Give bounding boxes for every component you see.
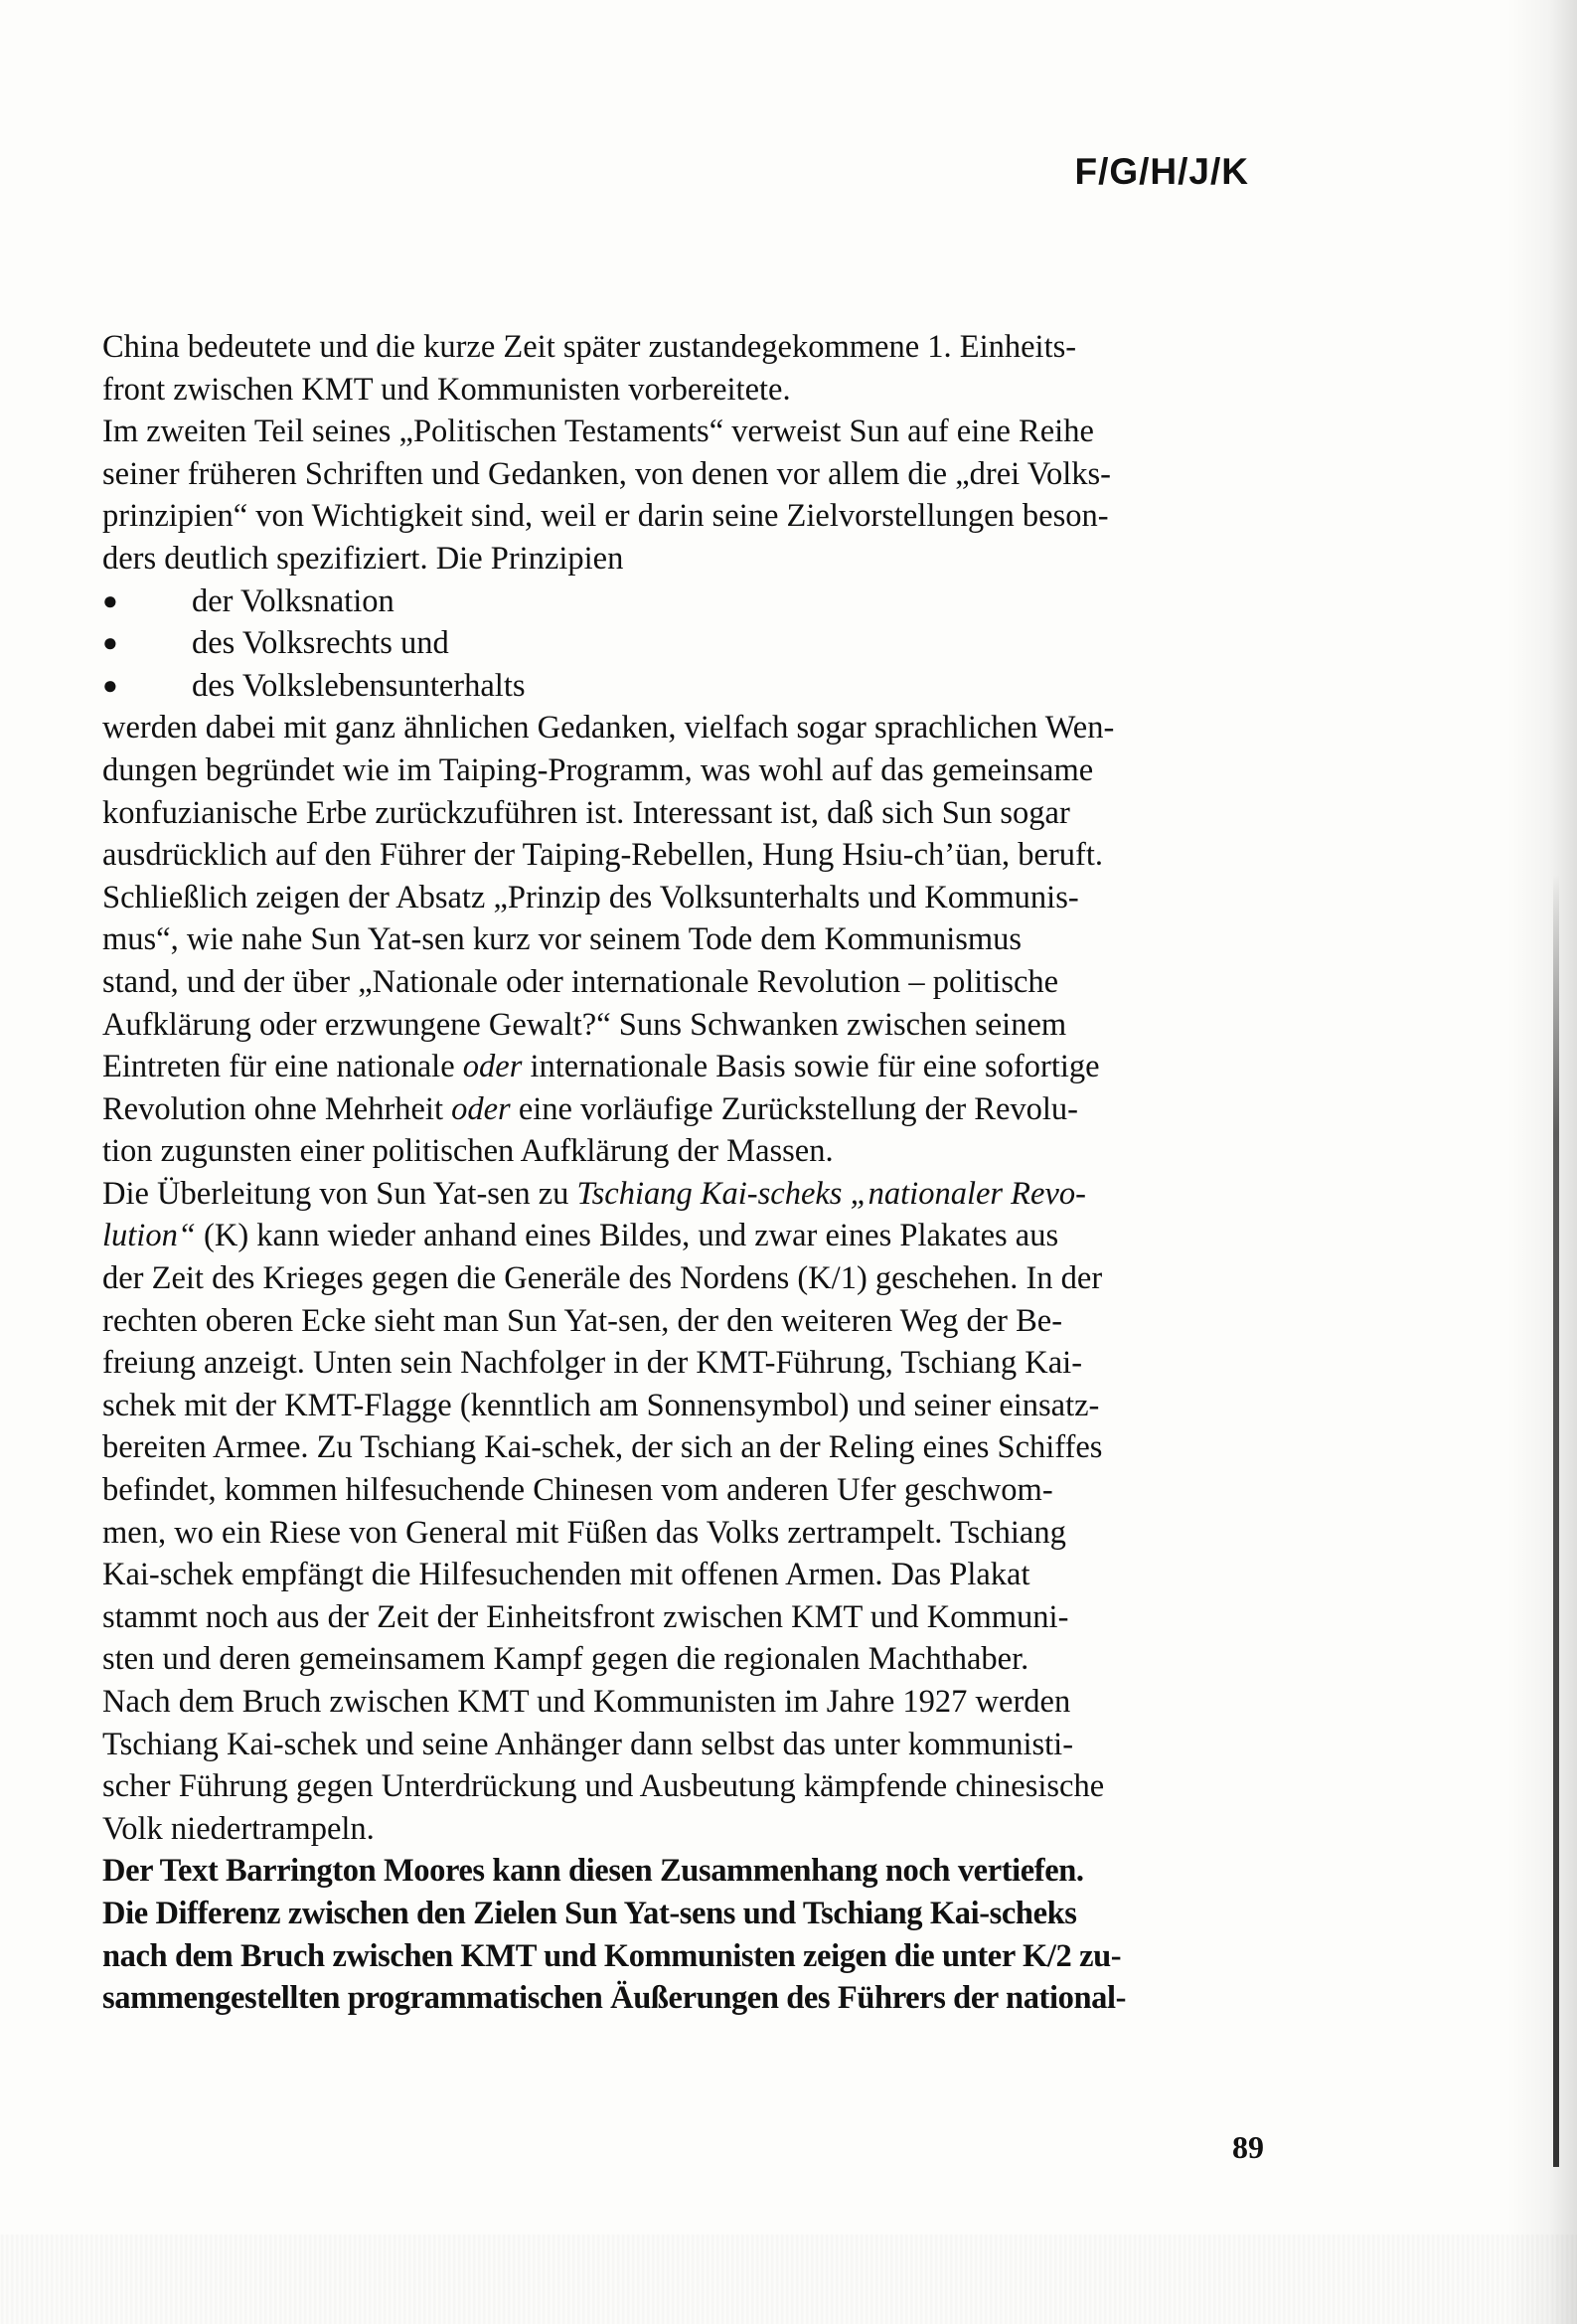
- text-line: mus“, wie nahe Sun Yat-sen kurz vor seinem Tode dem Kommunismus: [102, 921, 1023, 958]
- text-line: ders deutlich spezifiziert. Die Prinzipien: [102, 540, 624, 577]
- scan-bottom-noise: [0, 2235, 1577, 2324]
- text-line: befindet, kommen hilfesuchende Chinesen vom anderen Ufer geschwom-: [102, 1472, 1053, 1509]
- text-line: werden dabei mit ganz ähnlichen Gedanken, vielfach sogar sprachlichen Wen-: [102, 710, 1115, 747]
- text-line: nach dem Bruch zwischen KMT und Kommunisten zeigen die unter K/2 zu-: [102, 1937, 1122, 1974]
- text-line: [102, 1046, 1295, 1088]
- emphasis-oder: oder: [462, 1049, 523, 1085]
- text-line: freiung anzeigt. Unten sein Nachfolger in der KMT-Führung, Tschiang Kai-: [102, 1345, 1083, 1382]
- text-line: Aufklärung oder erzwungene Gewalt?“ Suns Schwanken zwischen seinem: [102, 1006, 1067, 1043]
- text-line: Schließlich zeigen der Absatz „Prinzip des Volksunterhalts und Kommunis-: [102, 879, 1079, 915]
- text-line: seiner früheren Schriften und Gedanken, von denen vor allem die „drei Volks-: [102, 455, 1112, 492]
- emphasis-oder: oder: [451, 1090, 511, 1127]
- text-line: sammengestellten programmatischen Äußerungen des Führers der national-: [102, 1980, 1127, 2017]
- text-line: ausdrücklich auf den Führer der Taiping-Rebellen, Hung Hsiu-ch’üan, beruft.: [102, 837, 1104, 874]
- bullet-label: des Volkslebensunterhalts: [192, 667, 526, 704]
- scan-edge-shadow: [1507, 0, 1577, 2324]
- bold-paragraph: [102, 1850, 1295, 2019]
- text-line: schek mit der KMT-Flagge (kenntlich am Sonnensymbol) und seiner einsatz-: [102, 1387, 1100, 1423]
- bullet-item-volksnation: [102, 581, 1295, 623]
- text-line: der Zeit des Krieges gegen die Generäle des Nordens (K/1) geschehen. In der: [102, 1260, 1103, 1297]
- text-line: Die Differenz zwischen den Zielen Sun Yat-sens und Tschiang Kai-scheks: [102, 1895, 1077, 1931]
- text-line: konfuzianische Erbe zurückzuführen ist. Interessant ist, daß sich Sun sogar: [102, 794, 1070, 831]
- text-line: stand, und der über „Nationale oder internationale Revolution – politische: [102, 963, 1059, 1000]
- text-line: prinzipien“ von Wichtigkeit sind, weil er darin seine Zielvorstellungen beson-: [102, 498, 1109, 535]
- scan-edge-mark: [1553, 875, 1559, 2167]
- emphasis-title: lution“: [102, 1218, 196, 1254]
- text-line: scher Führung gegen Unterdrückung und Ausbeutung kämpfende chinesische: [102, 1768, 1105, 1805]
- text-fragment: Revolution ohne Mehrheit: [102, 1090, 452, 1127]
- bullet-label: des Volksrechts und: [192, 625, 449, 662]
- text-line: Kai-schek empfängt die Hilfesuchenden mit offenen Armen. Das Plakat: [102, 1557, 1030, 1593]
- text-line: men, wo ein Riese von General mit Füßen das Volks zertrampelt. Tschiang: [102, 1514, 1066, 1551]
- text-line: front zwischen KMT und Kommunisten vorbereitete.: [102, 371, 791, 408]
- text-line: tion zugunsten einer politischen Aufklärung der Massen.: [102, 1133, 834, 1170]
- text-line: Tschiang Kai-schek und seine Anhänger dann selbst das unter kommunisti-: [102, 1726, 1074, 1762]
- text-fragment: eine vorläufige Zurückstellung der Revolu-: [510, 1090, 1078, 1127]
- emphasis-title: Tschiang Kai-scheks „nationaler Revo-: [576, 1175, 1086, 1212]
- text-fragment: Eintreten für eine nationale: [102, 1049, 463, 1085]
- text-line: [102, 1215, 1295, 1257]
- text-line: Nach dem Bruch zwischen KMT und Kommunisten im Jahre 1927 werden: [102, 1684, 1071, 1720]
- text-line: Volk niedertrampeln.: [102, 1810, 375, 1847]
- section-code-header: F/G/H/J/K: [1074, 151, 1249, 192]
- text-line: Der Text Barrington Moores kann diesen Zusammenhang noch vertiefen.: [102, 1853, 1084, 1890]
- text-line: bereiten Armee. Zu Tschiang Kai-schek, der sich an der Reling eines Schiffes: [102, 1429, 1103, 1466]
- bullet-icon: ●: [102, 670, 118, 700]
- bullet-item-volksrecht: [102, 622, 1295, 665]
- bullet-icon: ●: [102, 628, 118, 658]
- text-line: Im zweiten Teil seines „Politischen Testaments“ verweist Sun auf eine Reihe: [102, 414, 1094, 450]
- text-line: [102, 1088, 1295, 1131]
- page-number: 89: [1232, 2129, 1264, 2165]
- text-line: stammt noch aus der Zeit der Einheitsfront zwischen KMT und Kommuni-: [102, 1598, 1069, 1635]
- bullet-item-volkslebensunterhalt: [102, 665, 1295, 708]
- text-line: dungen begründet wie im Taiping-Programm, was wohl auf das gemeinsame: [102, 751, 1094, 788]
- text-fragment: (K) kann wieder anhand eines Bildes, und zwar eines Plakates aus: [195, 1218, 1059, 1254]
- text-fragment: Die Überleitung von Sun Yat-sen zu: [102, 1175, 577, 1212]
- text-line: [102, 1173, 1295, 1216]
- text-line: rechten oberen Ecke sieht man Sun Yat-sen, der den weiteren Weg der Be-: [102, 1302, 1063, 1339]
- text-line: sten und deren gemeinsamem Kampf gegen die regionalen Machthaber.: [102, 1641, 1029, 1678]
- text-line: China bedeutete und die kurze Zeit später zustandegekommene 1. Einheits-: [102, 329, 1077, 365]
- body-text: [102, 326, 1295, 2020]
- bullet-icon: ●: [102, 585, 118, 615]
- text-fragment: internationale Basis sowie für eine sofortige: [522, 1049, 1100, 1085]
- bullet-label: der Volksnation: [192, 582, 394, 619]
